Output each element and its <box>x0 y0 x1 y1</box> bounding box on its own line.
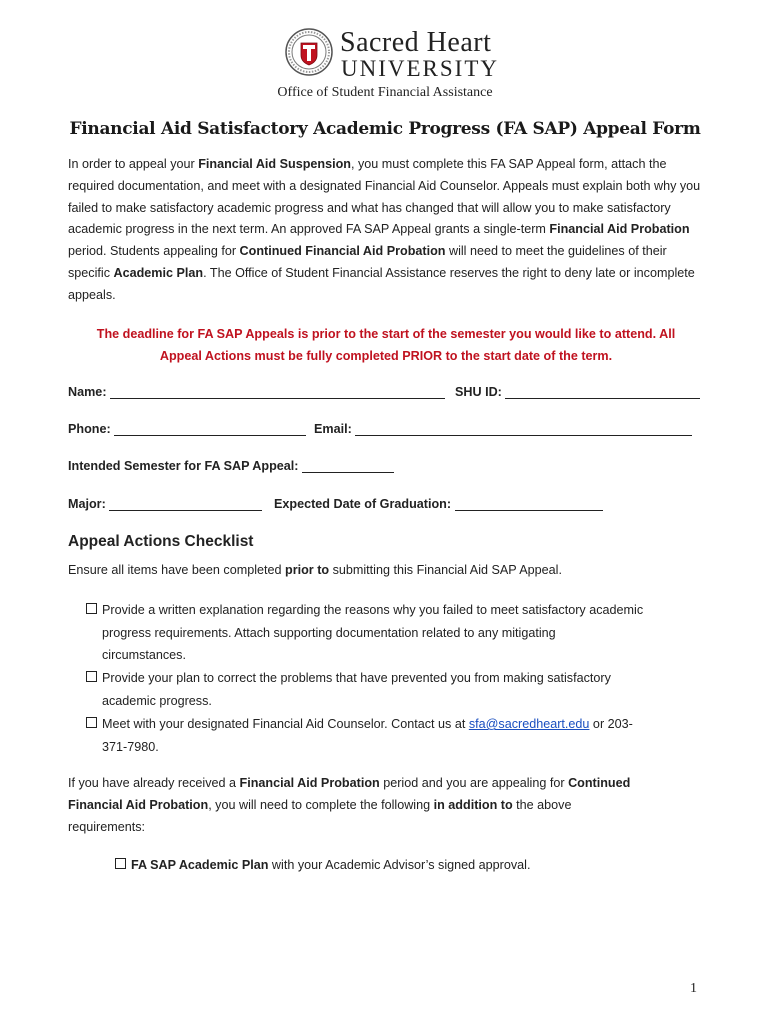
shu-id-field[interactable] <box>455 384 700 399</box>
checklist-intro-bold: prior to <box>285 563 330 577</box>
shu-id-input-line[interactable] <box>505 384 700 399</box>
checklist-intro-text: Ensure all items have been completed <box>68 563 286 577</box>
probation-bold: Financial Aid Probation <box>68 797 209 812</box>
checklist-item <box>86 667 706 712</box>
checklist-item-text: progress requirements. Attach supporting documentation related to any mitigating <box>102 625 556 640</box>
checklist-intro-text: submitting this Financial Aid SAP Appeal. <box>329 563 562 577</box>
logo-wordmark-line2: UNIVERSITY <box>341 56 499 81</box>
checklist-item-text: Meet with your designated Financial Aid Counselor. Contact us at <box>102 717 469 731</box>
probation-bold: Continued <box>568 776 631 790</box>
office-name: Office of Student Financial Assistance <box>277 85 493 100</box>
academic-plan-text: with your Academic Advisor’s signed approval. <box>268 858 531 872</box>
major-input-line[interactable] <box>109 496 262 511</box>
page-number: 1 <box>690 981 697 996</box>
graduation-field[interactable] <box>274 496 603 511</box>
intro-bold: Financial Aid Suspension <box>198 157 351 171</box>
semester-input-line[interactable] <box>302 458 394 473</box>
checklist-item <box>86 599 706 667</box>
major-field[interactable]: Major: <box>68 496 262 511</box>
intro-bold: Continued Financial Aid Probation <box>239 244 446 259</box>
intro-text: . The Office of Student Financial Assistance reserves the right to deny late or incomplete appeals. <box>68 265 695 302</box>
email-link[interactable]: sfa@sacredheart.edu <box>468 717 590 731</box>
email-label: Email <box>314 422 348 436</box>
intro-bold: Academic Plan <box>113 265 204 280</box>
name-input-line[interactable] <box>110 384 445 399</box>
intro-text: In order to appeal your <box>68 157 199 171</box>
intro-bold: Financial Aid Probation <box>549 222 690 237</box>
probation-paragraph <box>68 773 704 838</box>
semester-field[interactable] <box>68 458 394 473</box>
probation-bold: in addition to <box>433 797 513 812</box>
name-field[interactable]: Name: <box>68 384 445 399</box>
intro-paragraph <box>68 154 704 307</box>
major-label: Major <box>68 497 102 511</box>
probation-bold: Financial Aid Probation <box>239 776 380 790</box>
probation-text: period and you are appealing for <box>379 776 569 790</box>
probation-text: , you will need to complete the following <box>208 797 434 812</box>
graduation-input-line[interactable] <box>455 496 603 511</box>
phone-input-line[interactable] <box>114 421 306 436</box>
checklist-item-text: or 203- <box>589 717 633 731</box>
checklist-item-text: circumstances. <box>102 648 186 662</box>
probation-text: If you have already received a <box>68 776 240 790</box>
checklist-item-text: Provide your plan to correct the problems that have prevented you from making satisfactory <box>102 671 611 685</box>
deadline-notice <box>68 323 704 367</box>
shu-id-label: SHU ID: <box>455 385 502 399</box>
checklist-item <box>86 713 706 758</box>
university-logo <box>284 27 544 83</box>
intro-text: period. Students appealing for <box>68 244 240 259</box>
phone-field[interactable]: Phone: <box>68 421 306 436</box>
logo-wordmark-line1: Sacred Heart <box>340 27 492 58</box>
checklist-item-text: 371-7980. <box>102 739 159 754</box>
checklist-heading: Appeal Actions Checklist <box>68 533 254 550</box>
checkbox[interactable] <box>86 671 97 682</box>
checklist-item-text: Provide a written explanation regarding the reasons why you failed to meet satisfactory academic <box>102 603 644 617</box>
academic-plan-bold: FA SAP Academic Plan <box>131 858 269 872</box>
checkbox[interactable] <box>86 603 97 614</box>
semester-label: Intended Semester for FA SAP Appeal: <box>68 459 299 473</box>
checkbox[interactable] <box>115 858 126 869</box>
intro-text: will need to meet the guidelines of their specific <box>68 244 667 280</box>
probation-text: the above <box>512 797 572 812</box>
graduation-label: Expected Date of Graduation: <box>274 497 452 511</box>
page-title: Financial Aid Satisfactory Academic Progress (FA SAP) Appeal Form <box>69 119 701 139</box>
university-seal-icon <box>284 27 334 77</box>
checkbox[interactable] <box>86 717 97 728</box>
email-field[interactable]: Email: <box>314 421 692 436</box>
intro-text: , you must complete this FA SAP Appeal form, attach the required documentation, and meet with a designated Financial Aid Counselor. Appeals must explain both why you failed to make satisfactory academic progress and what has changed that will allow you to make satisfactory academic progress in the next term. An approved FA SAP Appeal grants a single-term <box>68 157 701 237</box>
deadline-line: Appeal Actions must be fully completed PRIOR to the start date of the term. <box>159 349 613 363</box>
name-label: Name <box>68 385 103 399</box>
deadline-line: The deadline for FA SAP Appeals is prior to the start of the semester you would like to attend. All <box>96 327 676 341</box>
probation-text: requirements: <box>68 819 145 834</box>
checklist-item-text: academic progress. <box>102 693 212 708</box>
checklist-intro <box>68 563 562 577</box>
email-input-line[interactable] <box>355 421 692 436</box>
phone-label: Phone <box>68 422 107 436</box>
academic-plan-item <box>115 854 675 877</box>
